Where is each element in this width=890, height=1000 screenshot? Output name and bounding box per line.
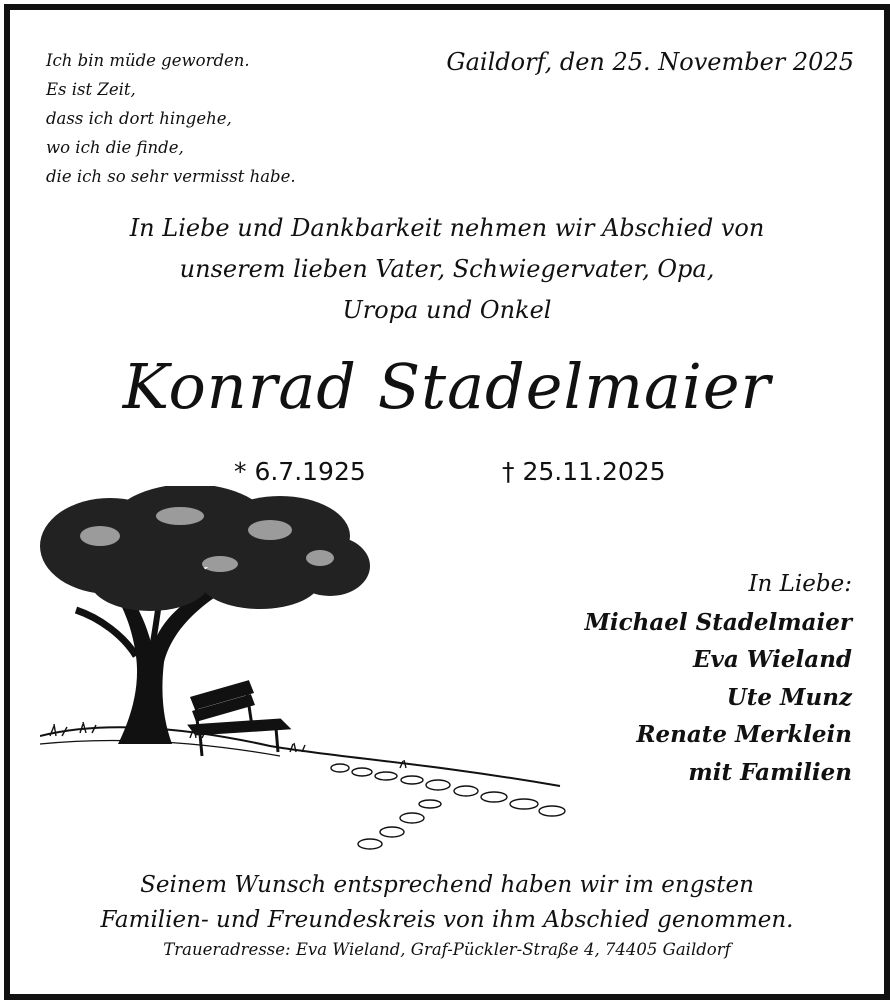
tree-and-bench-icon xyxy=(40,486,570,858)
mourner-name: Renate Merklein xyxy=(636,721,852,748)
mourner-name: mit Familien xyxy=(688,758,852,786)
closing-line: Familien- und Freundeskreis von ihm Abschied genommen. xyxy=(100,907,794,933)
poem-line: dass ich dort hingehe, xyxy=(46,109,232,128)
closing-line: Seinem Wunsch entsprechend haben wir im engsten xyxy=(140,872,754,898)
mourner-name: Eva Wieland xyxy=(692,646,852,673)
intro-line: In Liebe und Dankbarkeit nehmen wir Abschied von xyxy=(129,214,765,242)
mourners-label: In Liebe: xyxy=(748,571,852,597)
obituary-notice xyxy=(4,4,890,1000)
poem-line: Ich bin müde geworden. xyxy=(46,51,250,70)
poem-line: Es ist Zeit, xyxy=(46,80,136,99)
intro-line: unserem lieben Vater, Schwiegervater, Opa, xyxy=(179,255,715,283)
mourner-name: Michael Stadelmaier xyxy=(584,608,852,636)
poem-line: die ich so sehr vermisst habe. xyxy=(46,167,296,186)
mourning-address: Traueradresse: Eva Wieland, Graf-Pückler-Straße 4, 74405 Gaildorf xyxy=(163,940,731,959)
closing-statement xyxy=(10,868,884,938)
poem xyxy=(46,46,296,191)
farewell-intro xyxy=(10,208,884,331)
intro-line: Uropa und Onkel xyxy=(342,296,552,324)
mourner-name: Ute Munz xyxy=(726,683,852,711)
poem-line: wo ich die finde, xyxy=(46,138,184,157)
birth-date: * 6.7.1925 xyxy=(234,457,366,486)
death-date: † 25.11.2025 xyxy=(502,457,666,486)
deceased-name: Konrad Stadelmaier xyxy=(122,350,772,423)
place-and-date: Gaildorf, den 25. November 2025 xyxy=(446,48,854,76)
mourners-list xyxy=(584,566,852,791)
